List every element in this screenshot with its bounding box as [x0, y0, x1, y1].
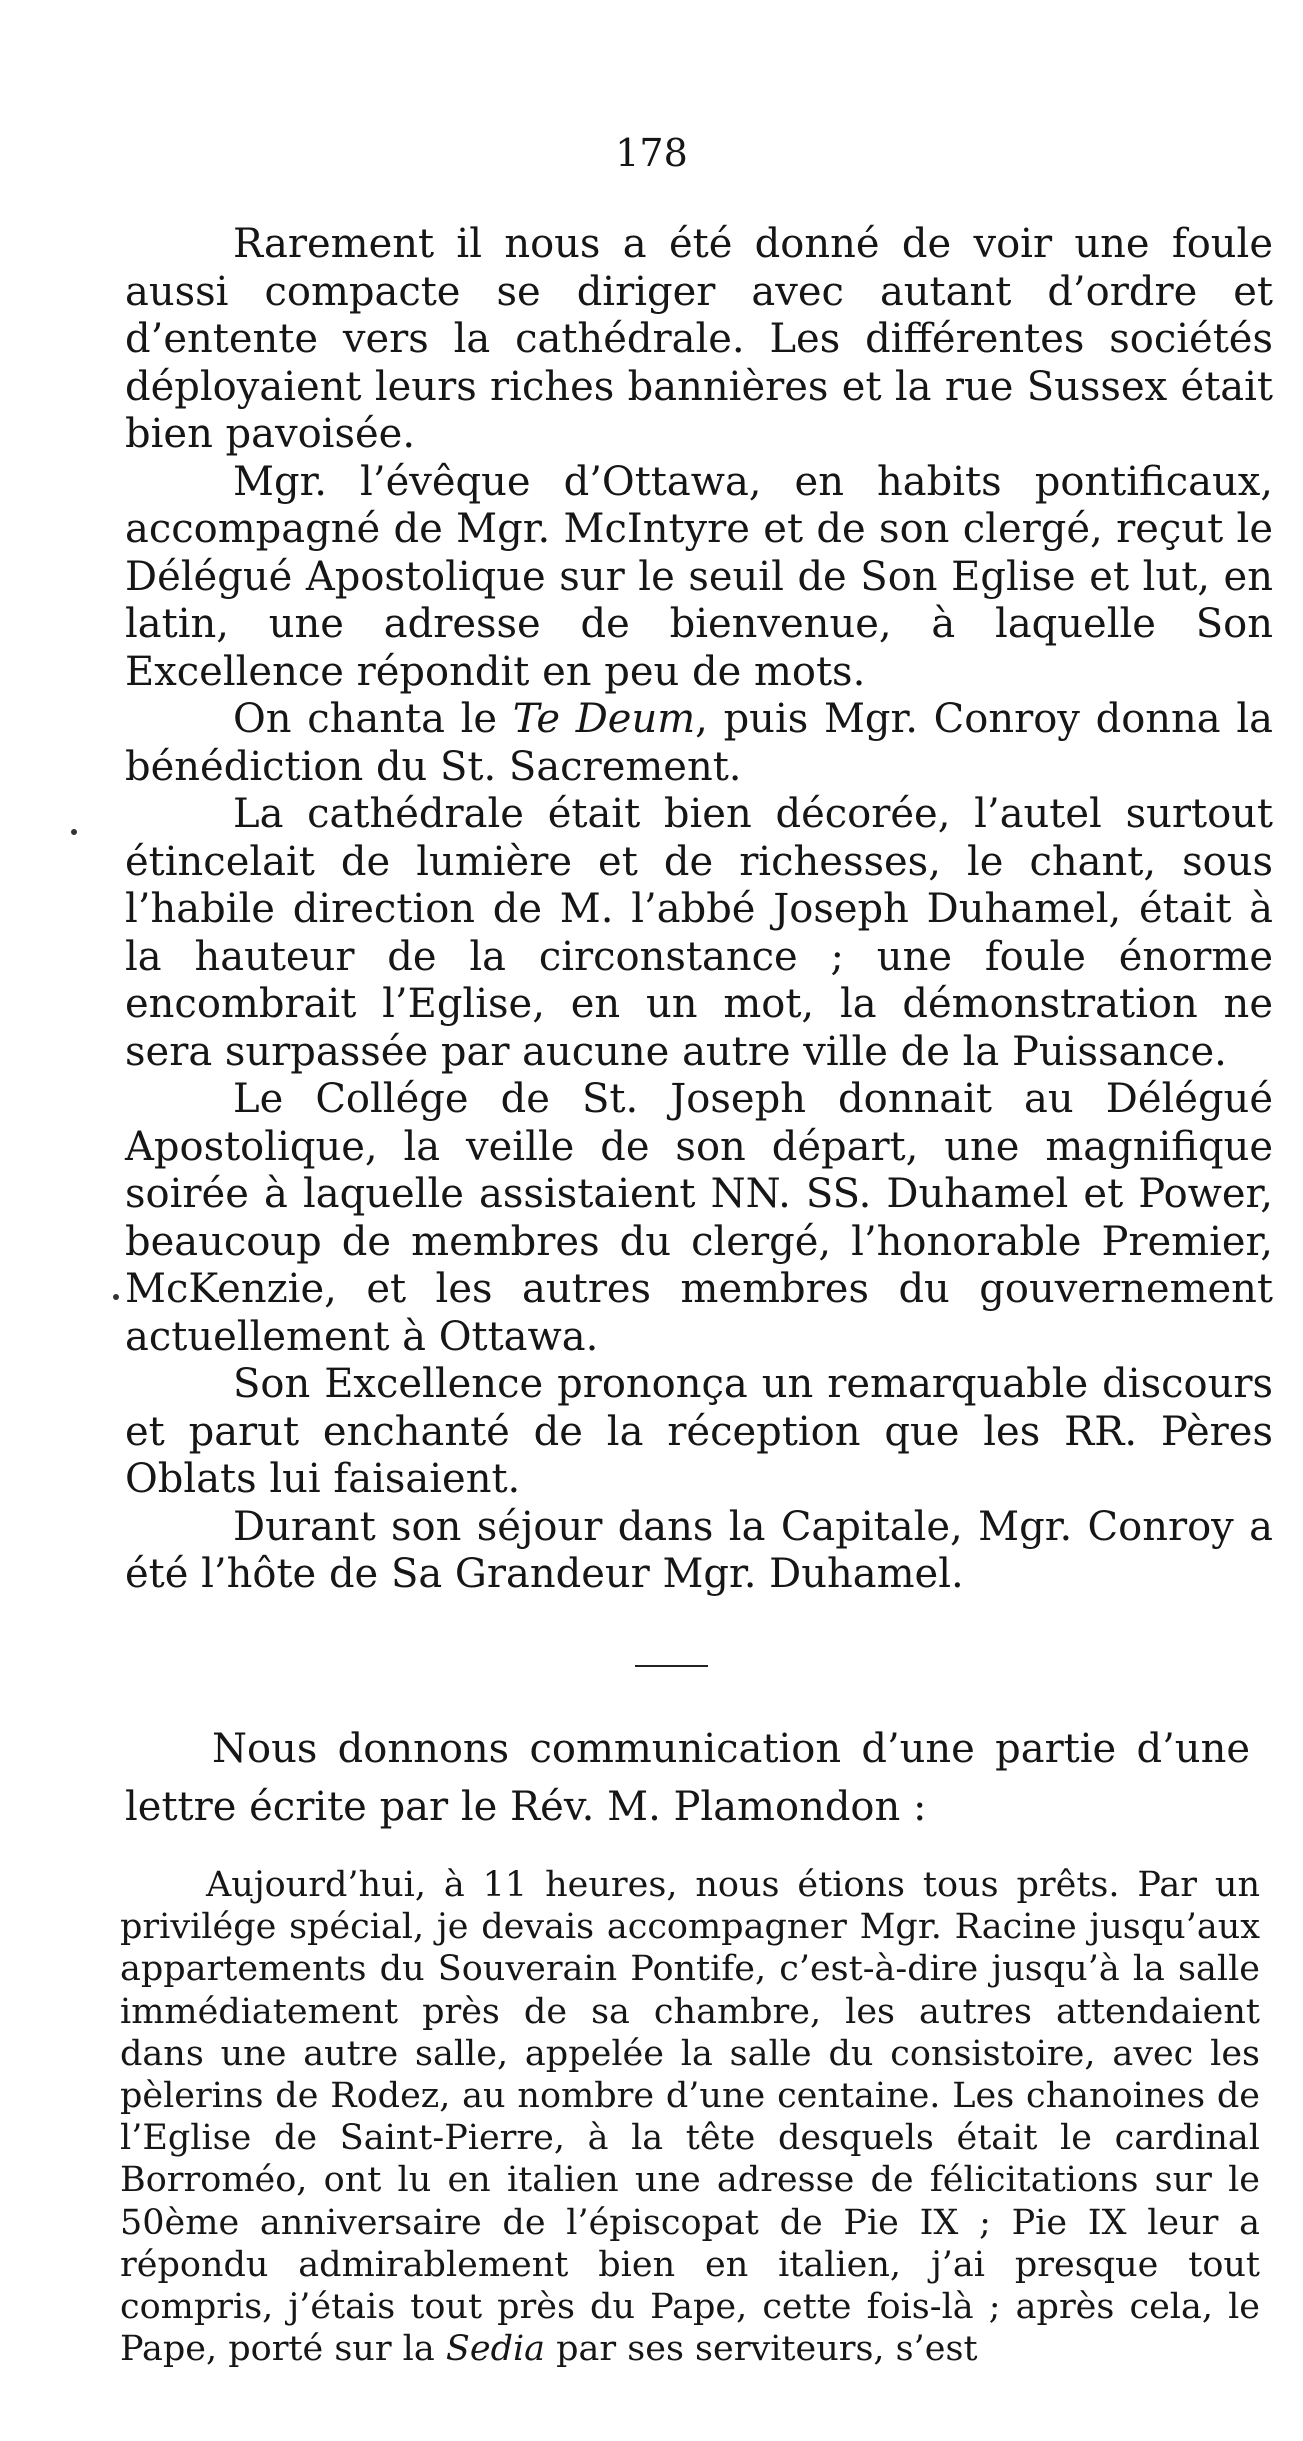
intro-paragraph: Nous donnons communication d’une partie d’une lettre écrite par le Rév. M. Plamondon :	[125, 1726, 1250, 1830]
print-speck	[71, 829, 77, 835]
paragraph-capital-stay: Durant son séjour dans la Capitale, Mgr. Conroy a été l’hôte de Sa Grandeur Mgr. Duhamel.	[125, 1503, 1273, 1597]
te-deum-italic: Te Deum	[512, 696, 696, 742]
letter-before: Aujourd’hui, à 11 heures, nous étions tous prêts. Par un privilége spécial, je devais accompagner Mgr. Racine jusqu’aux appartements du Souverain Pontife, c’est-à-dire jusqu’à la salle immédiatement près de sa chambre, les autres attendaient dans une autre salle, appelée la salle du consistoire, avec les pèlerins de Rodez, au nombre d’une centaine. Les chanoines de l’Eglise de Saint-Pierre, à la tête desquels était le cardinal Borroméo, ont lu en italien une adresse de félicitations sur le 50ème anniversaire de l’épiscopat de Pie IX ; Pie IX leur a répondu admirablement bien en italien, j’ai presque tout compris, j’étais tout près du Pape, cette fois-là ; après cela, le Pape, porté sur la	[120, 1865, 1260, 2370]
letter-after: par ses serviteurs, s’est	[545, 2329, 978, 2370]
paragraph-cathedral-decoration: La cathédrale était bien décorée, l’autel surtout étincelait de lumière et de richesses, le chant, sous l’habile direction de M. l’abbé Joseph Duhamel, était à la hauteur de la circonstance ; une foule énorme encombrait l’Eglise, en un mot, la démonstration ne sera surpassée par aucune autre ville de la Puissance.	[125, 791, 1273, 1075]
te-deum-before: On chanta le	[233, 696, 513, 742]
main-text	[125, 221, 1273, 1599]
paragraph-bishop-address: Mgr. l’évêque d’Ottawa, en habits pontificaux, accompagné de Mgr. McIntyre et de son clergé, reçut le Délégué Apostolique sur le seuil de Son Eglise et lut, en latin, une adresse de bienvenue, à laquelle Son Excellence répondit en peu de mots.	[125, 458, 1273, 695]
paragraph-excellence-speech: Son Excellence prononça un remarquable discours et parut enchanté de la réception que les RR. Pères Oblats lui faisaient.	[125, 1361, 1273, 1502]
section-divider	[635, 1665, 708, 1667]
paragraph-crowd: Rarement il nous a été donné de voir une foule aussi compacte se diriger avec autant d’ordre et d’entente vers la cathédrale. Les différentes sociétés déployaient leurs riches bannières et la rue Sussex était bien pavoisée.	[125, 221, 1273, 457]
te-deum-after: , puis Mgr. Conroy donna la bénédiction du St. Sacrement.	[125, 696, 1273, 790]
sedia-italic: Sedia	[445, 2329, 546, 2370]
page-number: 178	[615, 131, 688, 175]
print-speck	[113, 1294, 119, 1300]
letter-paragraph	[120, 1864, 1260, 2370]
letter-introduction	[125, 1720, 1250, 1836]
paragraph-te-deum	[125, 696, 1273, 791]
letter-excerpt	[120, 1864, 1260, 2370]
paragraph-college-soiree: Le Collége de St. Joseph donnait au Délégué Apostolique, la veille de son départ, une magnifique soirée à laquelle assistaient NN. SS. Duhamel et Power, beaucoup de membres du clergé, l’honorable Premier, McKenzie, et les autres membres du gouvernement actuellement à Ottawa.	[125, 1076, 1273, 1360]
